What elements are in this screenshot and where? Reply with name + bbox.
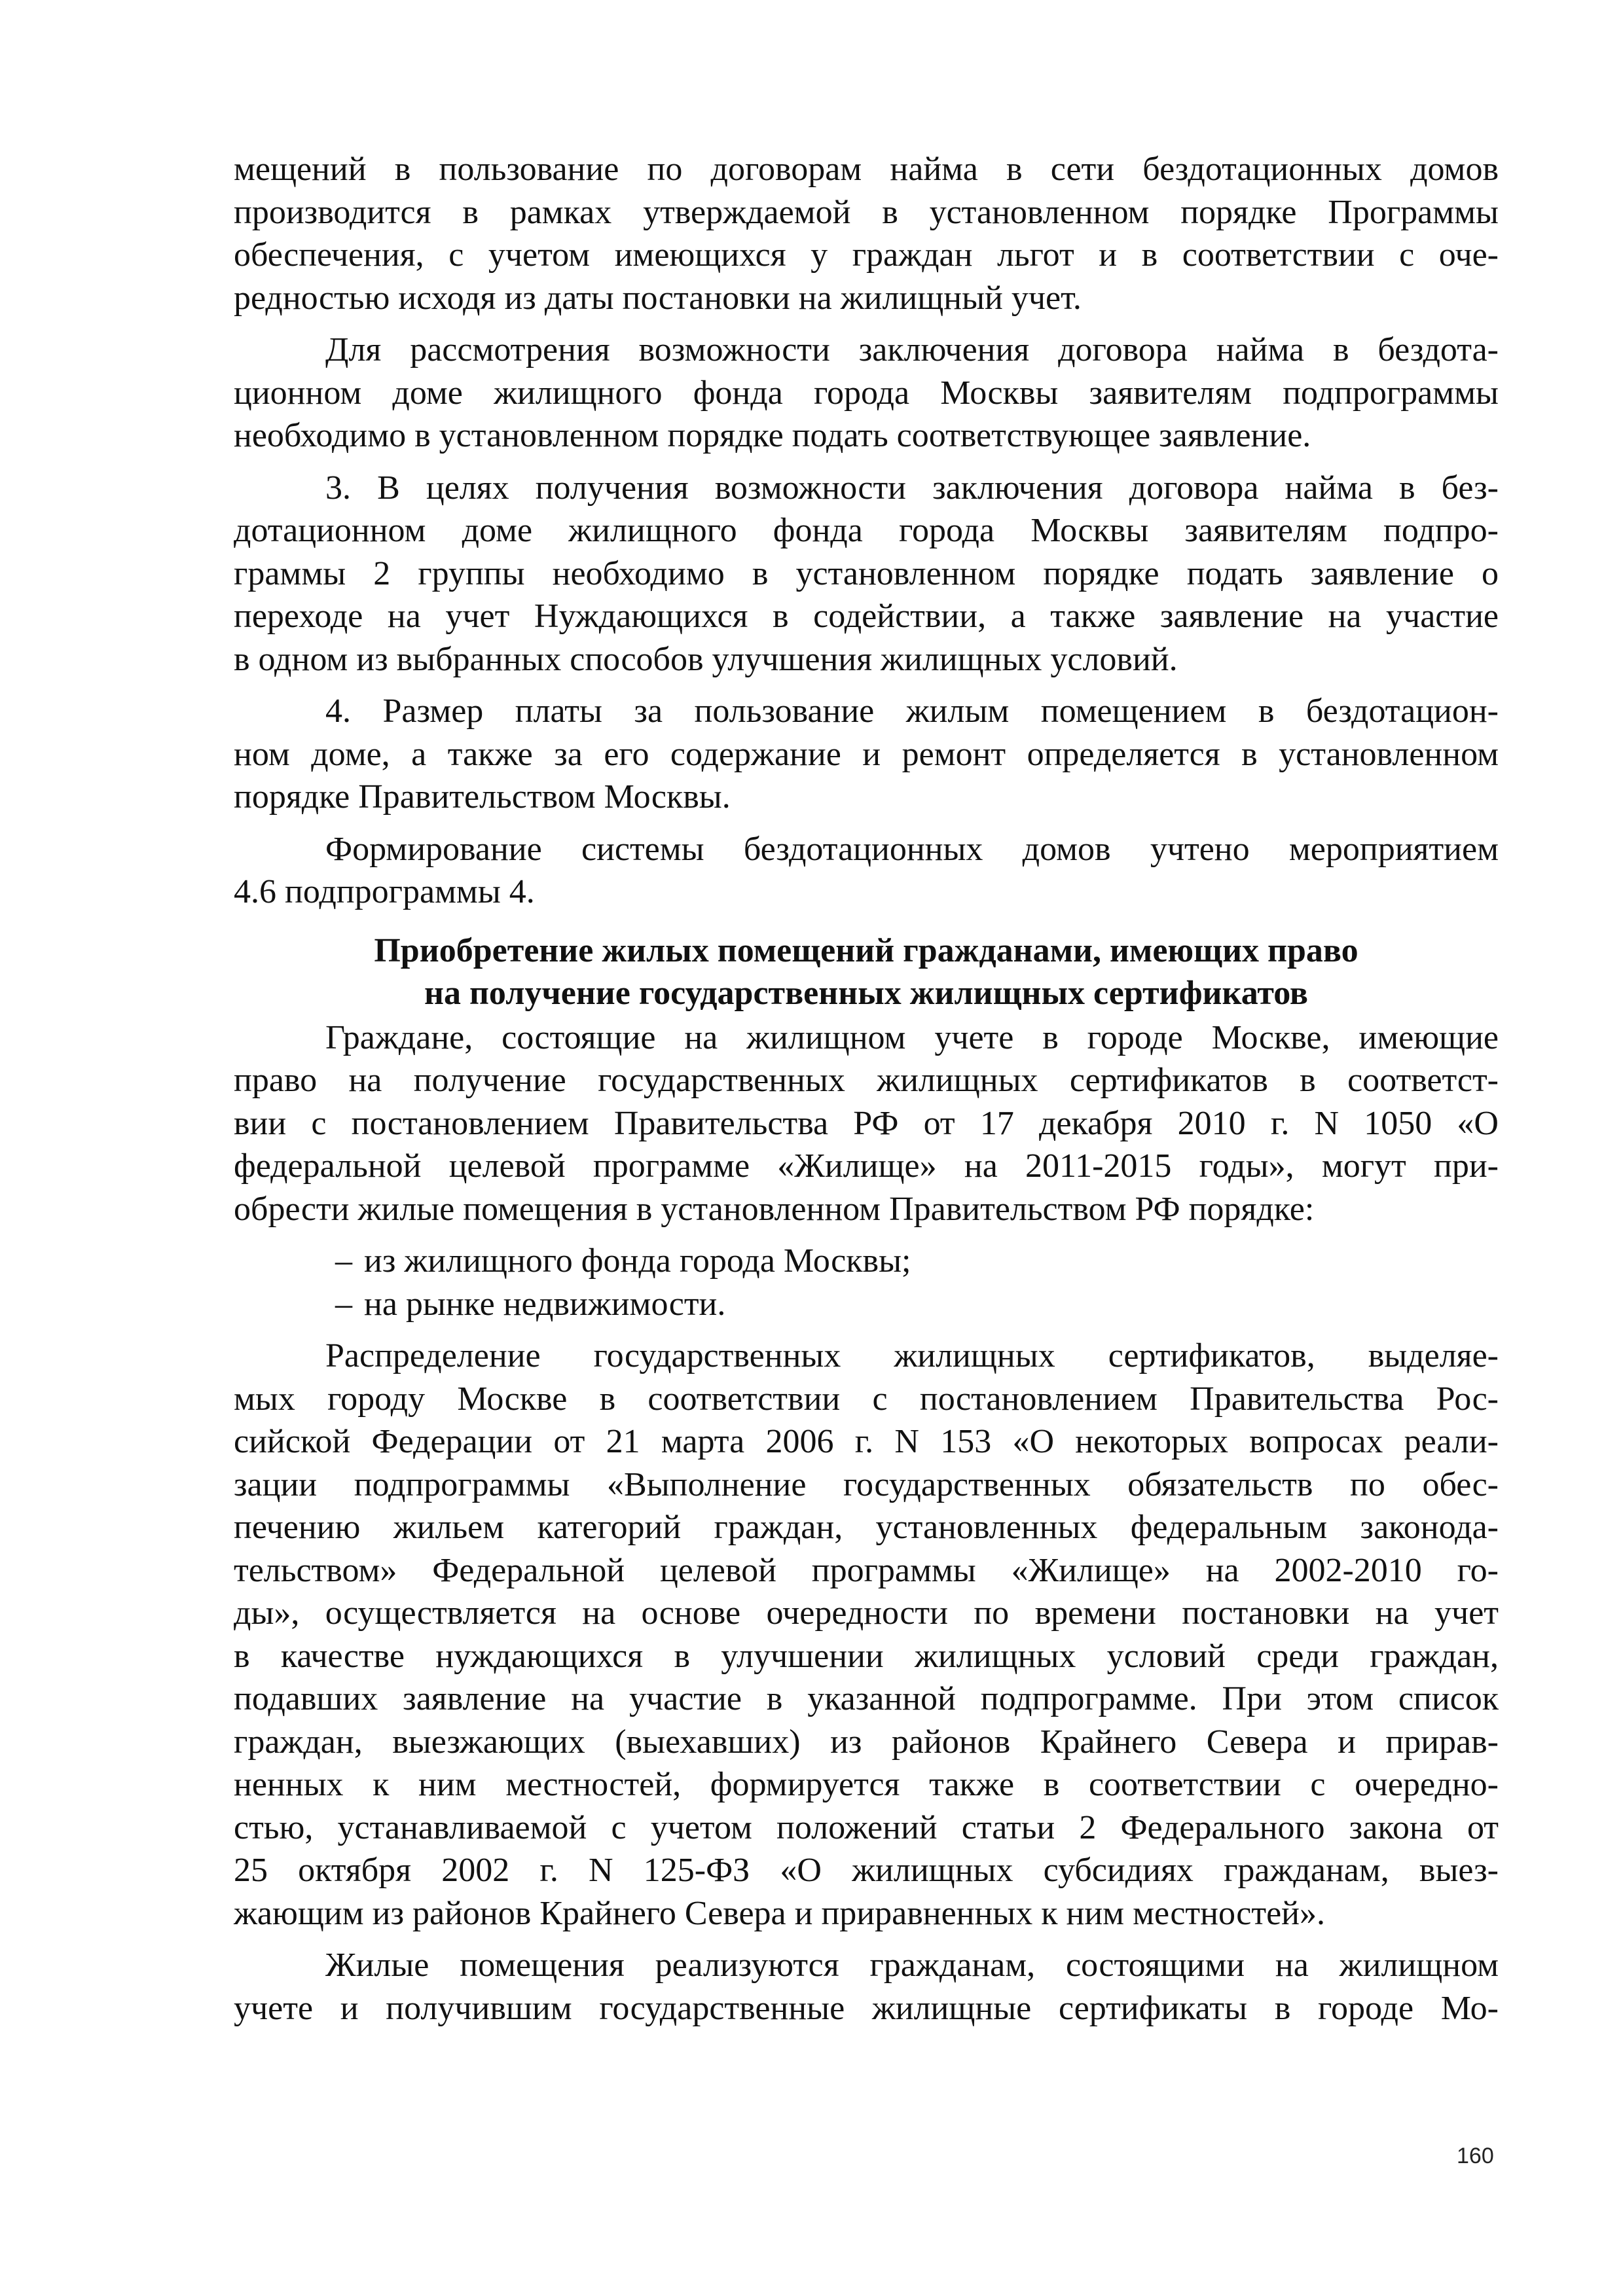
text-line: сийской Федерации от 21 марта 2006 г. N 153 «О некоторых вопросах реали-	[234, 1423, 1499, 1460]
text-line: 4.6 подпрограммы 4.	[234, 873, 535, 910]
section-heading	[234, 929, 1499, 1015]
text-line: ционном доме жилищного фонда города Москвы заявителям подпрограммы	[234, 374, 1499, 412]
text-section-certificate-distribution	[234, 1335, 1499, 2030]
text-line: 25 октября 2002 г. N 125-ФЗ «О жилищных субсидиях гражданам, выез-	[234, 1852, 1499, 1889]
paragraph	[234, 828, 1499, 914]
text-line: необходимо в установленном порядке подать соответствующее заявление.	[234, 417, 1311, 454]
text-line: право на получение государственных жилищных сертификатов в соответст-	[234, 1062, 1499, 1099]
dash-marker: –	[335, 1242, 352, 1280]
text-line: мых городу Москве в соответствии с постановлением Правительства Рос-	[234, 1380, 1499, 1418]
text-line: вии с постановлением Правительства РФ от 17 декабря 2010 г. N 1050 «О	[234, 1104, 1499, 1142]
list-item	[234, 1283, 1499, 1326]
paragraph	[234, 148, 1499, 319]
text-line: Для рассмотрения возможности заключения договора найма в бездота-	[325, 331, 1499, 368]
paragraph	[234, 467, 1499, 681]
text-line: зации подпрограммы «Выполнение государственных обязательств по обес-	[234, 1465, 1499, 1503]
text-line: Распределение государственных жилищных сертификатов, выделяе-	[325, 1337, 1499, 1374]
text-line: федеральной целевой программе «Жилище» на 2011-2015 годы», могут при-	[234, 1147, 1499, 1185]
dash-list	[234, 1240, 1499, 1325]
text-line: мещений в пользование по договорам найма в сети бездотационных домов	[234, 151, 1499, 188]
text-line: Жилые помещения реализуются гражданам, состоящими на жилищном	[325, 1946, 1499, 1984]
text-line: Граждане, состоящие на жилищном учете в городе Москве, имеющие	[325, 1018, 1499, 1056]
text-line: граждан, выезжающих (выехавших) из районов Крайнего Севера и прирав-	[234, 1723, 1499, 1761]
list-item	[234, 1240, 1499, 1283]
dash-marker: –	[335, 1285, 352, 1323]
paragraph	[234, 1335, 1499, 1935]
heading-line-2: на получение государственных жилищных сертификатов	[424, 975, 1308, 1012]
text-line: переходе на учет Нуждающихся в содействии, а также заявление на участие	[234, 598, 1499, 635]
text-line: стью, устанавливаемой с учетом положений статьи 2 Федерального закона от	[234, 1808, 1499, 1846]
text-section-housing-rental	[234, 148, 1499, 914]
text-line: учете и получившим государственные жилищные сертификаты в городе Мо-	[234, 1989, 1499, 2027]
paragraph	[234, 1944, 1499, 2030]
text-line: жающим из районов Крайнего Севера и приравненных к ним местностей».	[234, 1894, 1325, 1932]
list-item-text: из жилищного фонда города Москвы;	[364, 1242, 911, 1280]
text-line: ненных к ним местностей, формируется также в соответствии с очередно-	[234, 1766, 1499, 1803]
text-line: дотационном доме жилищного фонда города Москвы заявителям подпро-	[234, 512, 1499, 549]
text-line: в качестве нуждающихся в улучшении жилищных условий среди граждан,	[234, 1637, 1499, 1675]
text-line: Формирование системы бездотационных домов учтено мероприятием	[325, 830, 1499, 868]
paragraph	[234, 690, 1499, 819]
text-line: редностью исходя из даты постановки на жилищный учет.	[234, 279, 1082, 317]
text-line: граммы 2 группы необходимо в установленном порядке подать заявление о	[234, 554, 1499, 592]
text-line: тельством» Федеральной целевой программы «Жилище» на 2002-2010 го-	[234, 1551, 1499, 1589]
text-line: обрести жилые помещения в установленном Правительством РФ порядке:	[234, 1190, 1315, 1228]
paragraph	[234, 1016, 1499, 1231]
text-line: обеспечения, с учетом имеющихся у граждан льгот и в соответствии с оче-	[234, 236, 1499, 274]
text-line: производится в рамках утверждаемой в установленном порядке Программы	[234, 193, 1499, 231]
text-line: порядке Правительством Москвы.	[234, 778, 731, 816]
text-line: в одном из выбранных способов улучшения жилищных условий.	[234, 640, 1178, 678]
document-page	[234, 148, 1499, 2039]
paragraph	[234, 329, 1499, 457]
text-section-certificates-intro	[234, 1016, 1499, 1231]
text-line: печению жильем категорий граждан, установленных федеральным законода-	[234, 1509, 1499, 1546]
text-line: ды», осуществляется на основе очередности по времени постановки на учет	[234, 1594, 1499, 1632]
heading-line-1: Приобретение жилых помещений гражданами, имеющих право	[374, 931, 1359, 969]
text-line: 4. Размер платы за пользование жилым помещением в бездотацион-	[325, 692, 1499, 730]
text-line: подавших заявление на участие в указанной подпрограмме. При этом список	[234, 1680, 1499, 1717]
page-number: 160	[1457, 2144, 1494, 2168]
text-line: 3. В целях получения возможности заключения договора найма в без-	[325, 469, 1499, 507]
text-line: ном доме, а также за его содержание и ремонт определяется в установленном	[234, 735, 1499, 773]
list-item-text: на рынке недвижимости.	[364, 1285, 726, 1323]
